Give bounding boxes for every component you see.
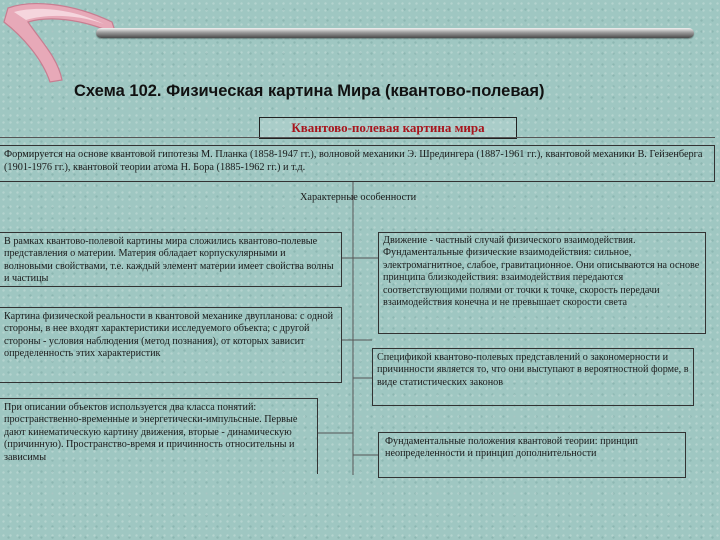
right-feature-1: Движение - частный случай физического взаимодействия. Фундаментальные физические взаимодействия: сильное, электромагнитное, слабое, гравитационное. Они описываются на основе принципа близкодействия: взаимодействия передаются соответствующими полями от точки к точке, скорость передачи взаимодействия конечна и не превышает скорости света	[378, 232, 706, 334]
root-node: Квантово-полевая картина мира	[259, 117, 517, 139]
slide-title: Схема 102. Физическая картина Мира (квантово-полевая)	[74, 82, 545, 100]
left-feature-2: Картина физической реальности в квантовой механике двупланова: с одной стороны, в нее входят характеристики исследуемого объекта; с другой стороны - условия наблюдения (метод познания), от которых зависит определенность этих характеристик	[0, 307, 342, 383]
right-feature-3: Фундаментальные положения квантовой теории: принцип неопределенности и принцип дополнительности	[378, 432, 686, 478]
left-feature-3: При описании объектов используется два класса понятий: пространственно-временные и энергетически-импульсные. Первые дают кинематическую картину движения, вторые - динамическую (причинную). Пространство-время и причинность относительны и зависимы	[0, 398, 318, 474]
left-feature-1: В рамках квантово-полевой картины мира сложились квантово-полевые представления о материи. Материя обладает корпускулярными и волновыми свойствами, т.е. каждый элемент материи имеет свойства волны и частицы	[0, 232, 342, 287]
right-feature-2: Спецификой квантово-полевых представлений о закономерности и причинности является то, что они выступают в вероятностной форме, в виде статистических законов	[372, 348, 694, 406]
intro-text: Формируется на основе квантовой гипотезы М. Планка (1858-1947 гг.), волновой механики Э. Шредингера (1887-1961 гг.), квантовой механики В. Гейзенберга (1901-1976 гг.), квантовой теории атома Н. Бора (1885-1962 гг.) и т.д.	[0, 145, 715, 182]
features-label: Характерные особенности	[300, 192, 417, 203]
